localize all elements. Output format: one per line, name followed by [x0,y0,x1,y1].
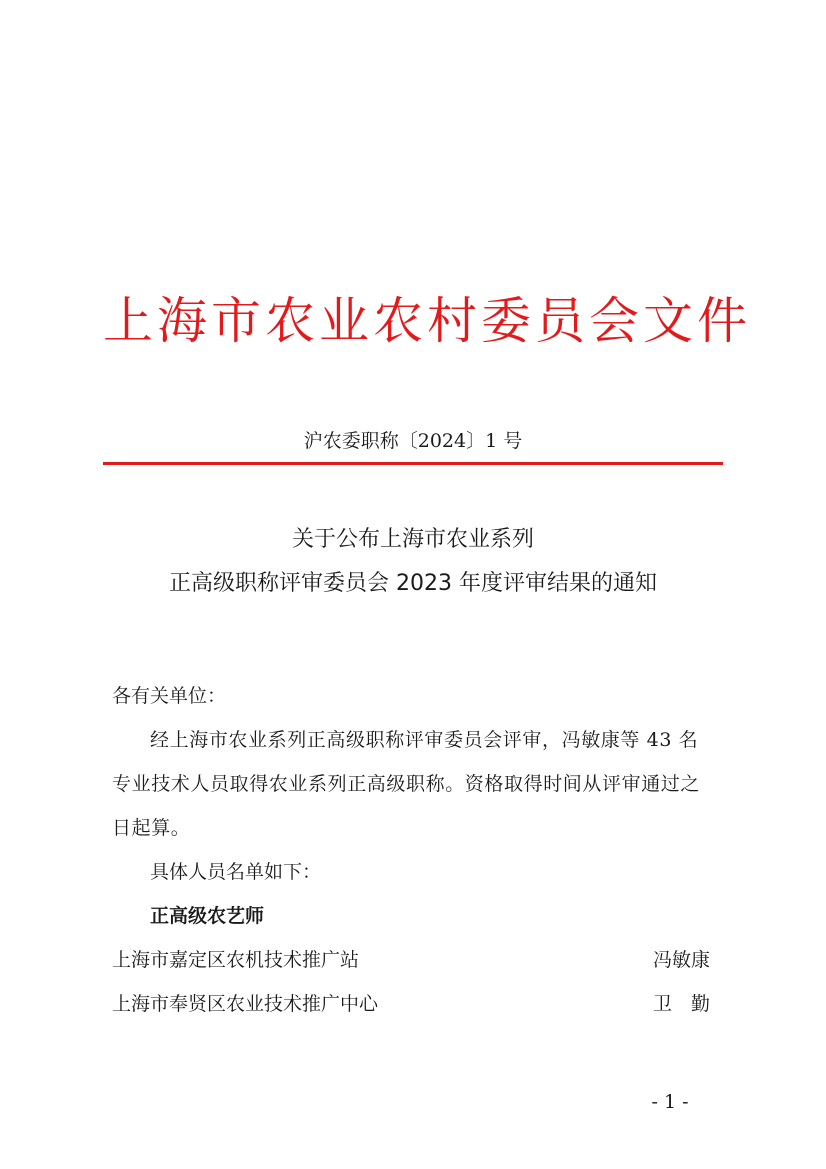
document-number: 沪农委职称〔2024〕1 号 [303,430,523,452]
page-number: - 1 - [651,1091,689,1113]
category-heading: 正高级农艺师 [150,905,265,927]
notice-title [103,518,723,606]
roster-unit: 上海市嘉定区农机技术推广站 [112,949,360,971]
body-paragraph: 经上海市农业系列正高级职称评审委员会评审，冯敏康等 43 名专业技术人员取得农业系列正高级职称。资格取得时间从评审通过之日起算。 [112,729,701,839]
roster-row [112,938,710,982]
list-intro: 具体人员名单如下： [150,861,322,883]
roster-person-name: 冯敏康 [652,949,710,971]
roster-person-name: 卫 勤 [652,993,710,1015]
roster-row [112,982,710,1026]
notice-title-line-2: 正高级职称评审委员会 2023 年度评审结果的通知 [169,571,657,596]
masthead-title: 上海市农业农村委员会文件 [103,292,751,350]
red-separator-line [103,462,723,465]
salutation: 各有关单位： [112,685,227,707]
roster-list [112,938,710,1026]
notice-title-line-1: 关于公布上海市农业系列 [291,527,534,552]
roster-unit: 上海市奉贤区农业技术推广中心 [112,993,379,1015]
